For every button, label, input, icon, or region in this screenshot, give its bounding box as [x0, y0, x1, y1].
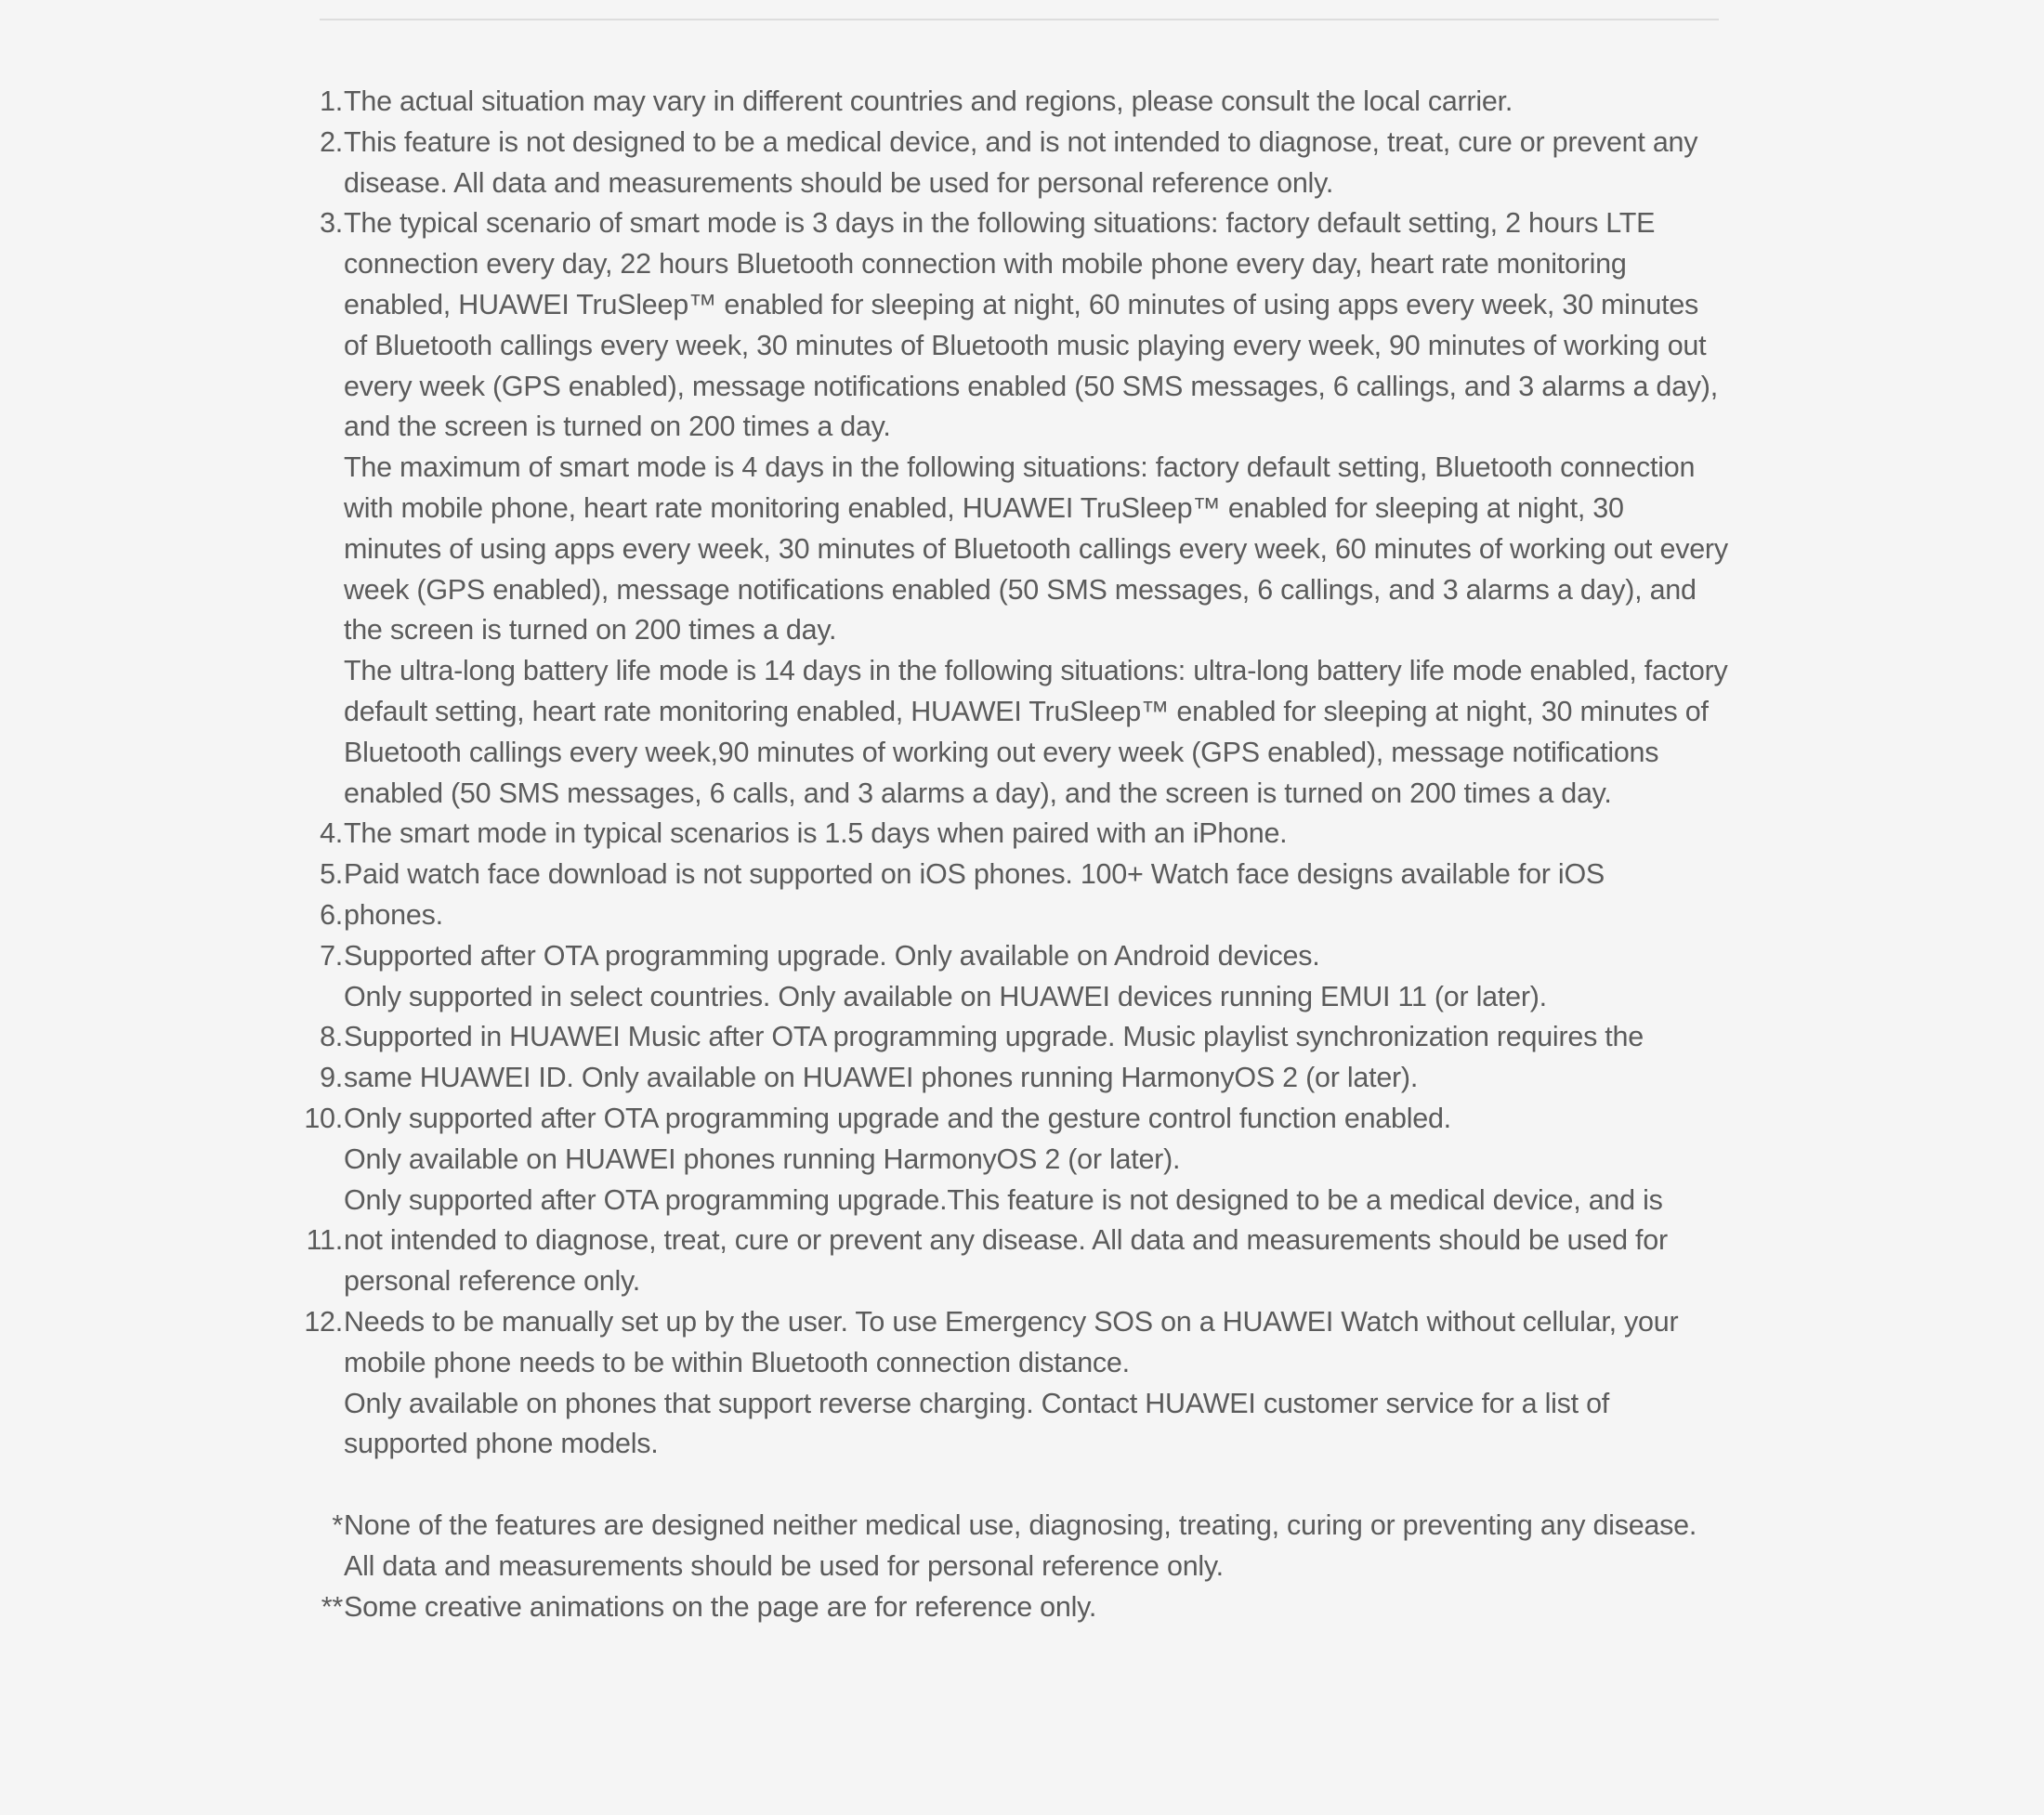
note-text: The actual situation may vary in different countries and regions, please consult the local carrier. [344, 85, 1513, 117]
top-divider [320, 19, 1719, 20]
note-marker [279, 651, 344, 814]
note-11 [279, 1221, 1728, 1261]
footnote-text: Some creative animations on the page are for reference only. [344, 1590, 1097, 1623]
note-9 [279, 1058, 1728, 1099]
note-2 [279, 123, 1728, 204]
note-12-continued [279, 1384, 1728, 1466]
section-gap [279, 1465, 1728, 1506]
note-text: This feature is not designed to be a medical device, and is not intended to diagnose, treat, cure or prevent any disease. All data and measurements should be used for personal reference only. [344, 125, 1698, 199]
note-marker: 2. [320, 125, 343, 158]
note-1 [279, 82, 1728, 123]
note-text: Only supported in select countries. Only available on HUAWEI devices running EMUI 11 (or later). [344, 980, 1547, 1012]
footnote-text: None of the features are designed neither medical use, diagnosing, treating, curing or preventing any disease. All data and measurements should be used for personal reference only. [344, 1509, 1697, 1582]
footnote-marker: ** [321, 1590, 343, 1623]
note-text: same HUAWEI ID. Only available on HUAWEI phones running HarmonyOS 2 (or later). [344, 1062, 1419, 1094]
note-marker [279, 1384, 344, 1466]
note-text: The typical scenario of smart mode is 3 days in the following situations: factory default setting, 2 hours LTE connection every day, 22 hours Bluetooth connection with mobile phone every day, heart rate monitoring enabled, HUAWEI TruSleep™ enabled for sleeping at night, 60 minutes of using apps every week, 30 minutes of Bluetooth callings every week, 30 minutes of Bluetooth music playing every week, 90 minutes of working out every week (GPS enabled), message notifications enabled (50 SMS messages, 6 callings, and 3 alarms a day), and the screen is turned on 200 times a day. [344, 207, 1718, 443]
note-marker: 6. [320, 898, 343, 931]
note-marker: 3. [320, 207, 343, 240]
footnote-asterisk [279, 1506, 1728, 1587]
note-marker [279, 1181, 344, 1221]
note-text: Supported after OTA programming upgrade. Only available on Android devices. [344, 939, 1320, 972]
note-marker [279, 448, 344, 651]
footnote-marker: * [332, 1509, 343, 1542]
note-text: phones. [344, 898, 443, 931]
note-3-ultra-long [279, 651, 1728, 814]
note-text: Only supported after OTA programming upgrade and the gesture control function enabled. [344, 1102, 1451, 1134]
footnote-double-asterisk [279, 1587, 1728, 1628]
note-marker [279, 1140, 344, 1181]
note-5 [279, 855, 1728, 895]
note-text: The ultra-long battery life mode is 14 days in the following situations: ultra-long battery life mode enabled, factory default setting, heart rate monitoring enabled, HUAWEI TruSleep™ enabled for sleeping at night, 30 minutes of Bluetooth callings every week,90 minutes of working out every week (GPS enabled), message notifications enabled (50 SMS messages, 6 calls, and 3 alarms a day), and the screen is turned on 200 times a day. [344, 655, 1728, 809]
note-marker: 11. [306, 1224, 343, 1257]
note-3 [279, 203, 1728, 448]
note-text: Paid watch face download is not supported on iOS phones. 100+ Watch face designs available for iOS [344, 858, 1605, 891]
note-text: The maximum of smart mode is 4 days in the following situations: factory default setting, Bluetooth connection with mobile phone, heart rate monitoring enabled, HUAWEI TruSleep™ enabled for sleeping at night, 30 minutes of using apps every week, 30 minutes of Bluetooth callings every week, 60 minutes of working out every week (GPS enabled), message notifications enabled (50 SMS messages, 6 callings, and 3 alarms a day), and the screen is turned on 200 times a day. [344, 451, 1728, 646]
note-6 [279, 895, 1728, 936]
note-10-continued [279, 1140, 1728, 1181]
note-3-maximum [279, 448, 1728, 651]
note-text: personal reference only. [344, 1265, 640, 1298]
note-text: Needs to be manually set up by the user. To use Emergency SOS on a HUAWEI Watch without cellular, your mobile phone needs to be within Bluetooth connection distance. [344, 1305, 1679, 1378]
footnotes-section [279, 82, 1728, 1627]
note-marker: 1. [320, 85, 343, 117]
note-11-line-c [279, 1261, 1728, 1302]
note-text: Only available on phones that support reverse charging. Contact HUAWEI customer service for a list of supported phone models. [344, 1387, 1610, 1460]
note-12 [279, 1302, 1728, 1384]
note-marker: 8. [320, 1021, 343, 1053]
note-marker: 9. [320, 1062, 343, 1094]
note-marker: 7. [320, 939, 343, 972]
note-7-continued [279, 977, 1728, 1018]
note-text: Only supported after OTA programming upgrade.This feature is not designed to be a medical device, and is [344, 1183, 1663, 1216]
note-marker: 12. [304, 1305, 343, 1338]
note-marker: 5. [320, 858, 343, 891]
note-7 [279, 936, 1728, 977]
note-marker [279, 1261, 344, 1302]
note-8 [279, 1017, 1728, 1058]
note-text: Only available on HUAWEI phones running HarmonyOS 2 (or later). [344, 1143, 1181, 1175]
note-10 [279, 1099, 1728, 1140]
note-text: Supported in HUAWEI Music after OTA programming upgrade. Music playlist synchronization requires the [344, 1021, 1644, 1053]
note-4 [279, 814, 1728, 855]
note-text: not intended to diagnose, treat, cure or prevent any disease. All data and measurements should be used for [344, 1224, 1668, 1257]
note-text: The smart mode in typical scenarios is 1.5 days when paired with an iPhone. [344, 817, 1288, 850]
note-marker: 4. [320, 817, 343, 850]
note-marker [279, 977, 344, 1018]
note-11-line-a [279, 1181, 1728, 1221]
note-marker: 10. [304, 1102, 343, 1134]
